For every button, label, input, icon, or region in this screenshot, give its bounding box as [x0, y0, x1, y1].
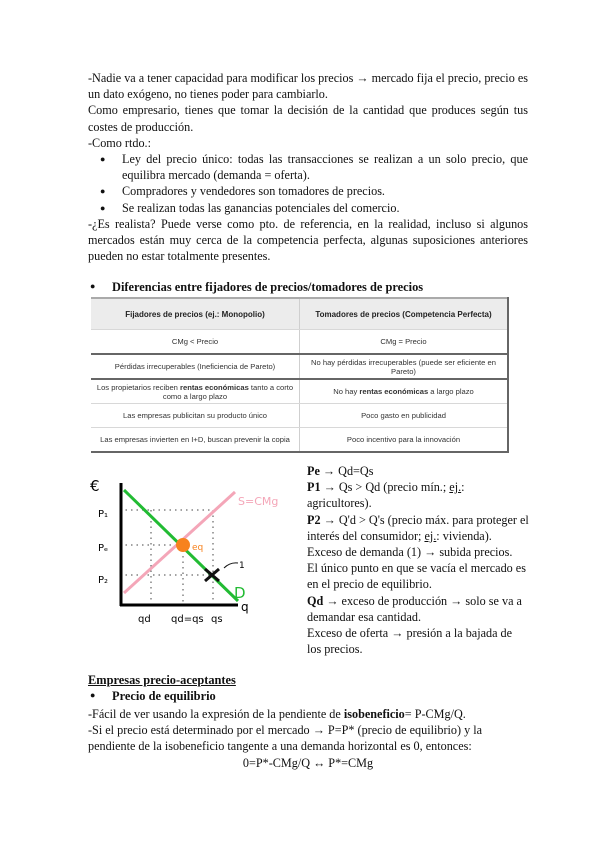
equilibrium-point [176, 538, 190, 552]
cross-marker [205, 569, 219, 581]
intro-bullet-list [88, 151, 528, 216]
note-bold: P1 [307, 480, 321, 495]
table-cell: Poco incentivo para la innovación [300, 428, 509, 453]
list-item: ● Ley del precio único: todas las transacciones se realizan a un solo precio, que equilibra mercado (demanda = oferta). [122, 151, 528, 183]
table-cell: Las empresas invierten en I+D, buscan prevenir la copia [91, 428, 300, 453]
note-line: Exceso de oferta → presión a la bajada de los precios. [307, 626, 513, 657]
note-bold: Qd [307, 593, 324, 608]
table-cell: Pérdidas irrecuperables (Ineficiencia de Pareto) [91, 354, 300, 379]
table-cell-rich: No hay rentas económicas a largo plazo [300, 379, 509, 404]
intro-section [88, 70, 528, 264]
table-cell: CMg < Precio [91, 330, 300, 355]
price-label-p1: P₁ [98, 509, 109, 520]
section-title: Empresas precio-aceptantes [88, 673, 236, 687]
note-line: El único punto en que se vacía el mercado es en el precio de equilibrio. [307, 561, 526, 592]
equilibrium-label: eq [192, 543, 204, 553]
note-line [307, 463, 529, 479]
qty-label-qs: qs [211, 614, 223, 625]
note-bold: Pe [307, 464, 320, 478]
note-underline: ej. [449, 480, 462, 495]
y-axis-label: € [90, 477, 100, 495]
note-text: : agricultores). [307, 480, 465, 511]
qty-label-qd: qd [138, 614, 151, 625]
section-line-2: -Si el precio está determinado por el mercado → P=P* (precio de equilibrio) y la pendiente de la isobeneficio tangente a una demanda horizontal es 0, entonces: [88, 723, 483, 754]
supply-demand-graph [88, 465, 293, 645]
table-row [91, 354, 508, 379]
body-bold: isobeneficio [343, 707, 405, 721]
x-axis-label: q [241, 600, 249, 614]
section-line-1 [88, 706, 528, 722]
section-body [88, 706, 528, 771]
note-text: → Qs > Qd (precio mín.; [320, 480, 450, 495]
table-cell: CMg = Precio [300, 330, 509, 355]
table-cell: Las empresas publicitan su producto único [91, 404, 300, 428]
body-text: -Fácil de ver usando la expresión de la pendiente de [88, 707, 344, 721]
list-item: ● Compradores y vendedores son tomadores de precios. [122, 183, 528, 199]
bold-term: rentas económicas [359, 387, 429, 396]
section-subheading: ● Precio de equilibrio [112, 689, 216, 704]
bold-term: rentas económicas [180, 382, 249, 392]
intro-paragraph-3: -Como rtdo.: [88, 135, 151, 150]
table-cell-rich: Los propietarios reciben rentas económicas tanto a corto como a largo plazo [91, 379, 300, 404]
note-line [307, 512, 529, 544]
body-text: = P-CMg/Q. [404, 707, 466, 721]
price-label-pe: Pₑ [98, 543, 109, 554]
note-line [307, 593, 529, 625]
note-bold: P2 [307, 512, 321, 527]
differences-heading: ● Diferencias entre fijadores de precios/tomadores de precios [112, 280, 423, 295]
supply-demand-sketch [88, 465, 293, 645]
demand-label: D [234, 584, 246, 602]
intro-paragraph-4: -¿Es realista? Puede verse como pto. de referencia, en la realidad, incluso si algunos mercados están muy cerca de la competencia perfecta, algunas suposiciones anteriores pueden no estar totalmente presentes. [88, 216, 528, 264]
note-text: → exceso de producción → solo se va a demandar esa cantidad. [307, 593, 522, 624]
note-line [307, 479, 529, 511]
list-item: ● Se realizan todas las ganancias potenciales del comercio. [122, 200, 528, 216]
note-text: : vivienda). [436, 528, 492, 543]
comparison-table [91, 297, 509, 453]
table-header-row [91, 298, 508, 330]
qty-label-qd-qs: qd=qs [171, 614, 204, 625]
supply-label: S=CMg [238, 495, 279, 508]
table-header-cell: Fijadores de precios (ej.: Monopolio) [91, 298, 300, 330]
intro-paragraph-1: -Nadie va a tener capacidad para modificar los precios → mercado fija el precio, precio es un dato exógeno, no tienes poder para cambiarlo. [88, 71, 528, 102]
intro-paragraph-2: Como empresario, tienes que tomar la decisión de la cantidad que produces según tus costes de producción. [88, 103, 528, 134]
note-text: → Q'd > Q's (precio máx. para proteger el interés del consumidor; [307, 512, 529, 543]
table-cell: Poco gasto en publicidad [300, 404, 509, 428]
table-row [91, 404, 508, 428]
note-text: → Qd=Qs [319, 464, 374, 478]
table-row [91, 428, 508, 453]
cross-annotation: 1 [239, 561, 245, 571]
price-label-p2: P₂ [98, 575, 109, 586]
table-cell: No hay pérdidas irrecuperables (puede ser eficiente en Pareto) [300, 354, 509, 379]
table-row [91, 330, 508, 355]
formula: 0=P*-CMg/Q ↔ P*=CMg [242, 755, 374, 770]
note-line: Exceso de demanda (1) → subida precios. [307, 545, 513, 560]
table-header-cell: Tomadores de precios (Competencia Perfecta) [300, 298, 509, 330]
graph-notes [307, 463, 529, 657]
note-underline: ej. [424, 528, 437, 543]
table-row [91, 379, 508, 404]
